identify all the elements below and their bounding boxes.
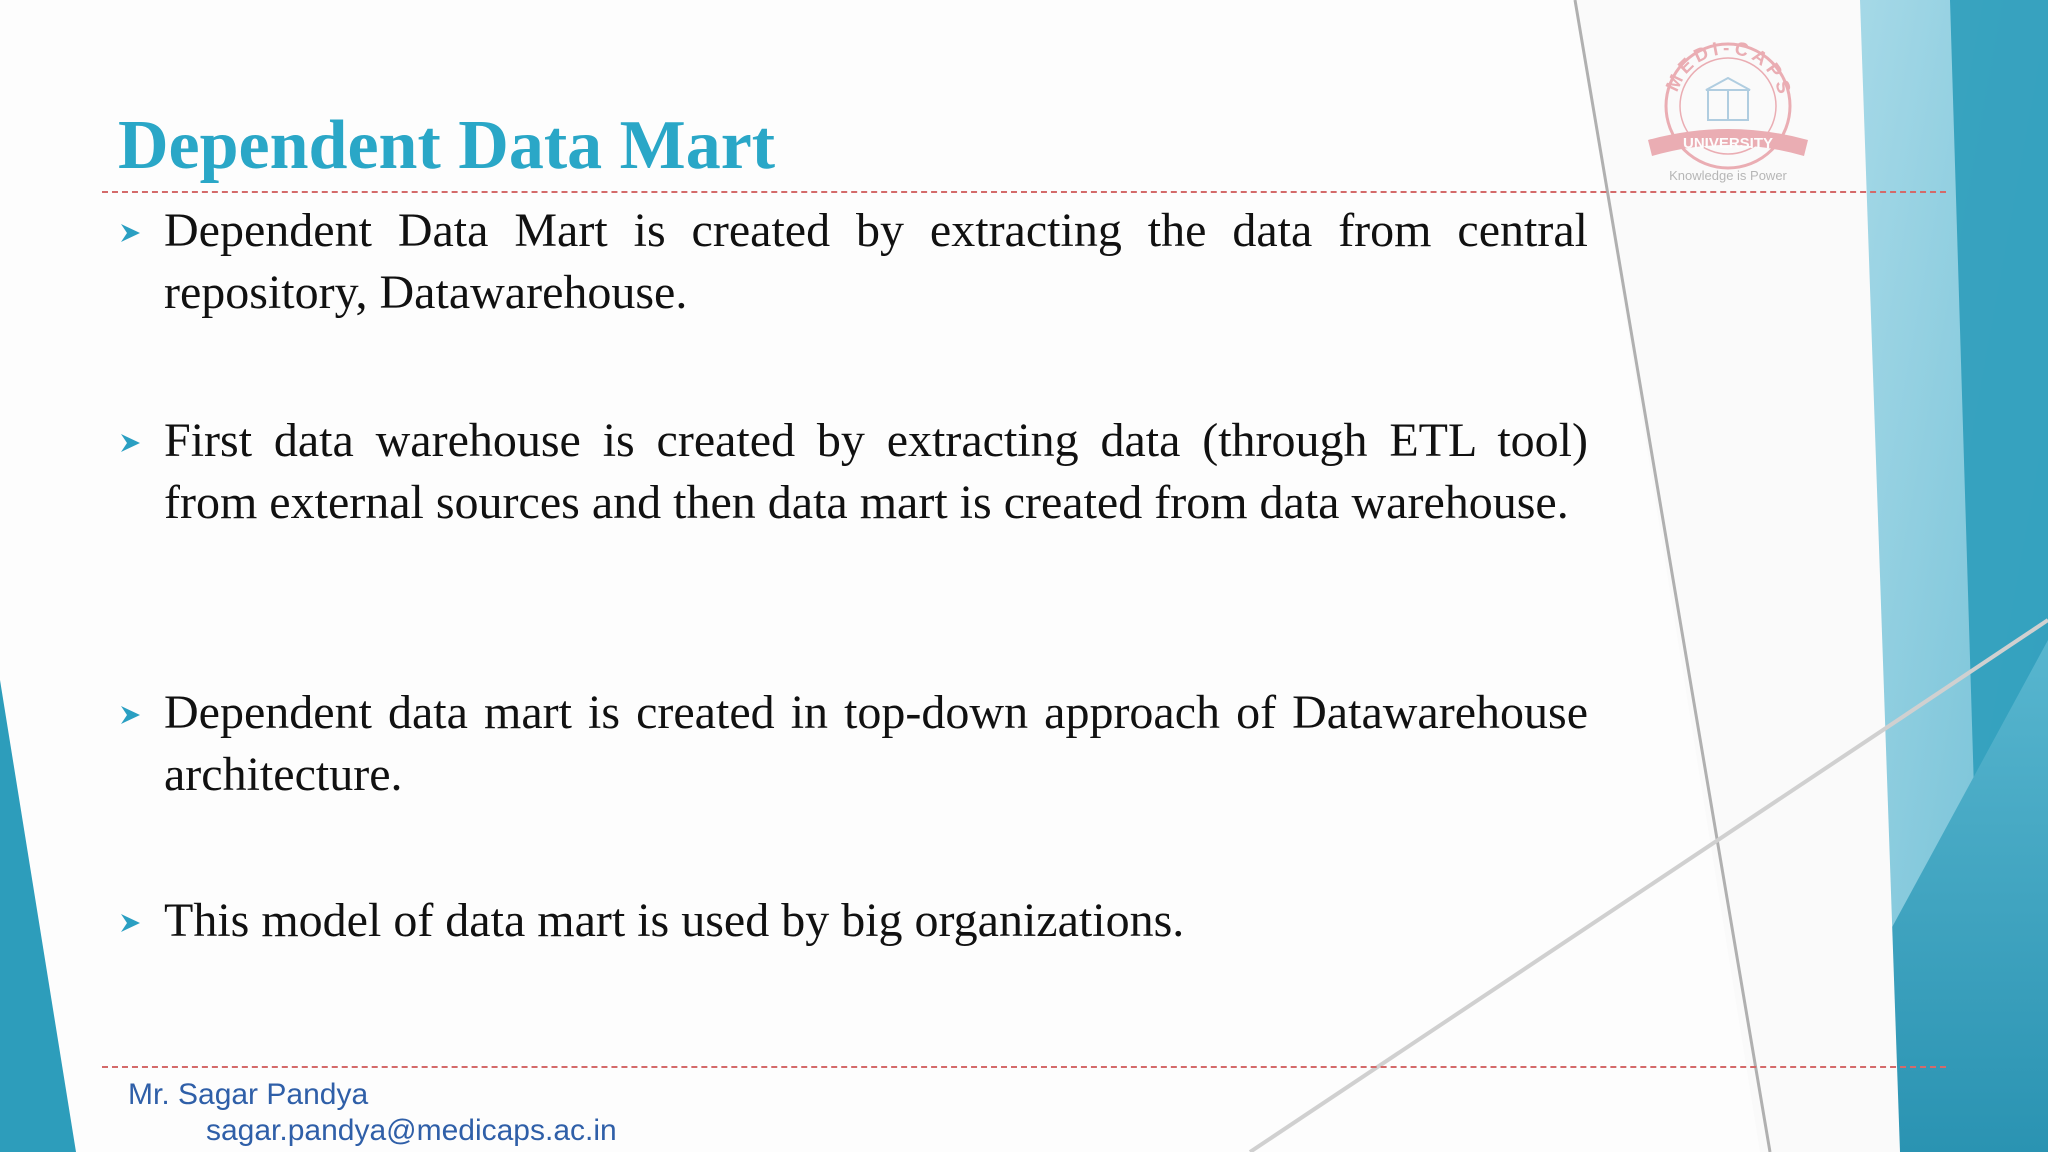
university-logo [1618, 28, 1838, 198]
svg-text:MEDI-CAPS: MEDI-CAPS [1662, 37, 1796, 101]
arrowhead-bullet-icon [118, 430, 144, 456]
arrowhead-bullet-icon [118, 910, 144, 936]
divider-bottom [102, 1066, 1946, 1068]
bullet-text: First data warehouse is created by extracting data (through ETL tool) from external sources and then data mart is created from data warehouse. [164, 414, 1588, 529]
divider-top [102, 191, 1946, 193]
bullet-text: Dependent data mart is created in top-down approach of Datawarehouse architecture. [164, 686, 1588, 801]
bg-shape-left [0, 680, 76, 1152]
footer-author-name: Mr. Sagar Pandya [128, 1078, 369, 1111]
bullet-text: Dependent Data Mart is created by extracting the data from central repository, Datawarehouse. [164, 204, 1588, 319]
arrowhead-bullet-icon [118, 220, 144, 246]
slide-title: Dependent Data Mart [118, 107, 776, 184]
bullet-text: This model of data mart is used by big organizations. [164, 894, 1185, 947]
footer-author-email[interactable]: sagar.pandya@medicaps.ac.in [206, 1114, 617, 1147]
arrowhead-bullet-icon [118, 702, 144, 728]
svg-text:UNIVERSITY: UNIVERSITY [1682, 135, 1774, 152]
svg-text:Knowledge is Power: Knowledge is Power [1669, 168, 1787, 183]
